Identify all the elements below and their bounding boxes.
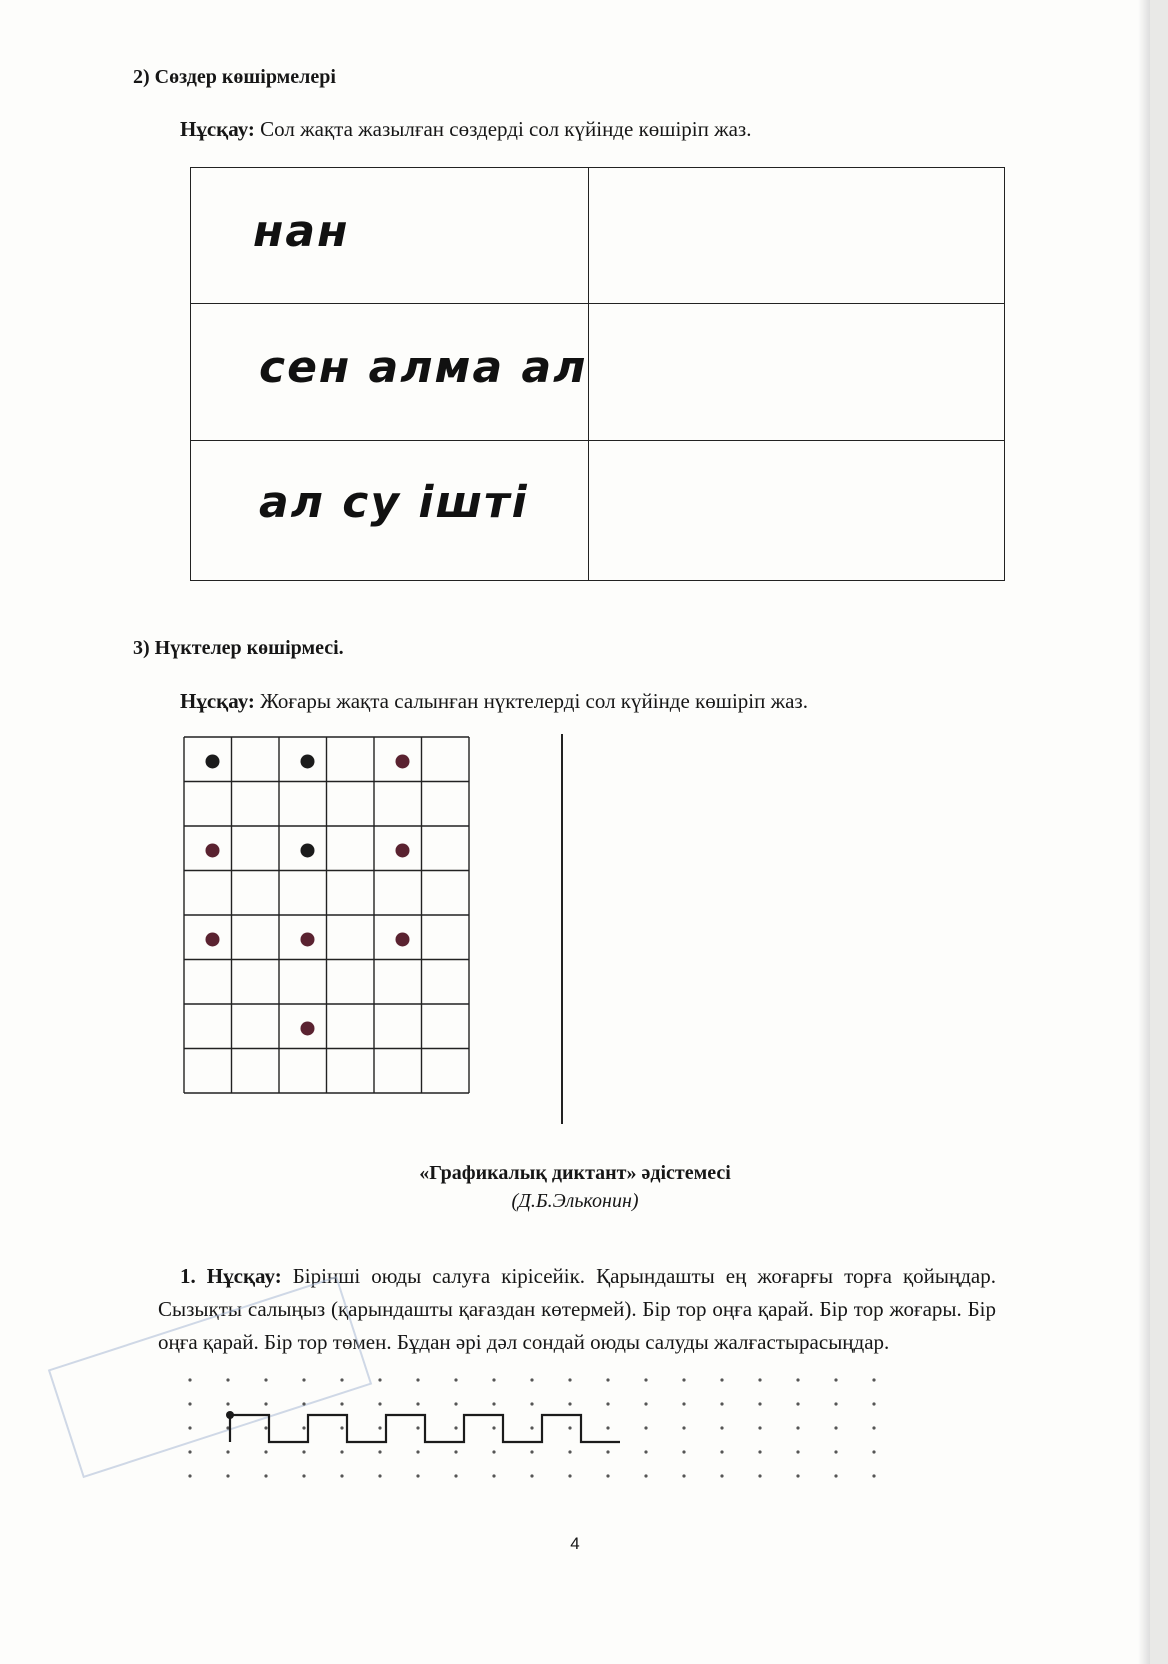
- section-3-heading: 3) Нүктелер көшірмесі.: [133, 637, 344, 659]
- dictation-dot: [302, 1426, 305, 1429]
- dictation-dot: [758, 1450, 761, 1453]
- dictation-dot: [644, 1450, 647, 1453]
- grid-dot: [301, 932, 315, 946]
- grid-dot: [206, 754, 220, 768]
- dictation-dot: [644, 1402, 647, 1405]
- copy-word-3: ал су ішті: [259, 477, 529, 528]
- dictation-dot: [568, 1426, 571, 1429]
- dictation-dot: [796, 1402, 799, 1405]
- dictation-dot: [606, 1402, 609, 1405]
- grid-dot: [206, 843, 220, 857]
- dictation-dot: [682, 1474, 685, 1477]
- dot-grid: [182, 735, 472, 1100]
- dictation-dot: [226, 1474, 229, 1477]
- dictation-dot: [302, 1378, 305, 1381]
- dictation-dot: [796, 1378, 799, 1381]
- dictation-dot: [492, 1426, 495, 1429]
- dictation-dot: [720, 1450, 723, 1453]
- grid-dot: [301, 1021, 315, 1035]
- instruction-label: Нұсқау:: [180, 117, 255, 141]
- dictation-dot: [226, 1378, 229, 1381]
- dictation-dot: [454, 1402, 457, 1405]
- dictation-dot: [416, 1402, 419, 1405]
- dictation-dot: [758, 1402, 761, 1405]
- dictation-dot: [416, 1450, 419, 1453]
- dictation-dot: [454, 1474, 457, 1477]
- dictation-dot: [682, 1426, 685, 1429]
- dictation-dot: [834, 1450, 837, 1453]
- dictation-dot: [454, 1450, 457, 1453]
- dictation-dot: [264, 1426, 267, 1429]
- dictation-dot: [378, 1426, 381, 1429]
- instruction-text: Сол жақта жазылған сөздерді сол күйінде көшіріп жаз.: [254, 117, 752, 141]
- dictation-dot: [644, 1378, 647, 1381]
- dictation-dot: [378, 1450, 381, 1453]
- dictation-dot: [530, 1426, 533, 1429]
- dictation-dot: [872, 1474, 875, 1477]
- graphic-dictation-pattern: [180, 1370, 920, 1520]
- dictation-dot: [378, 1402, 381, 1405]
- dictation-dot: [796, 1426, 799, 1429]
- grid-dot: [396, 754, 410, 768]
- dictation-dot: [492, 1402, 495, 1405]
- dictation-dot: [568, 1450, 571, 1453]
- section-2-instruction: [180, 117, 751, 142]
- method-title: «Графикалық диктант» әдістемесі: [419, 1162, 731, 1184]
- dictation-dot: [682, 1378, 685, 1381]
- dictation-dot: [834, 1402, 837, 1405]
- page-number: 4: [570, 1534, 580, 1553]
- dictation-dot: [720, 1426, 723, 1429]
- dictation-dot: [264, 1378, 267, 1381]
- dictation-dot: [340, 1426, 343, 1429]
- word-cell-2: [191, 304, 589, 441]
- section-3-instruction: [180, 689, 808, 714]
- dictation-dot: [340, 1474, 343, 1477]
- method-author: (Д.Б.Эльконин): [511, 1190, 639, 1212]
- dictation-dot: [758, 1474, 761, 1477]
- dictation-dot: [872, 1402, 875, 1405]
- dictation-dot: [834, 1474, 837, 1477]
- instruction-label: Нұсқау:: [180, 689, 255, 713]
- grid-dot: [301, 754, 315, 768]
- dictation-dot: [720, 1378, 723, 1381]
- dictation-dot: [606, 1474, 609, 1477]
- vertical-divider-line: [561, 734, 563, 1124]
- start-dot: [226, 1411, 234, 1419]
- instruction-text: Бірінші оюды салуға кірісейік. Қарындашты ең жоғарғы торға қойыңдар. Сызықты салыңыз (қарындашты қағаздан көтермей). Бір тор оңға қарай. Бір тор жоғары. Бір оңға қарай. Бір тор төмен. Бұдан әрі дәл сондай оюды салуды жалғастырасыңдар.: [158, 1264, 996, 1354]
- dictation-dot: [492, 1474, 495, 1477]
- dictation-dot: [264, 1402, 267, 1405]
- word-copy-table: [190, 167, 1005, 581]
- dictation-dot: [492, 1378, 495, 1381]
- dictation-dot: [758, 1378, 761, 1381]
- answer-cell-3[interactable]: [589, 441, 1005, 581]
- answer-cell-1[interactable]: [589, 168, 1005, 304]
- dictation-dot: [834, 1426, 837, 1429]
- dictation-dot: [720, 1474, 723, 1477]
- dictation-dot: [416, 1378, 419, 1381]
- dictation-dot: [872, 1450, 875, 1453]
- dictation-dot: [758, 1426, 761, 1429]
- dictation-dot: [644, 1426, 647, 1429]
- dictation-dot: [188, 1474, 191, 1477]
- dictation-dot: [606, 1378, 609, 1381]
- dictation-dot: [530, 1378, 533, 1381]
- dictation-dot: [454, 1378, 457, 1381]
- word-cell-3: [191, 441, 589, 581]
- dictation-dot: [682, 1450, 685, 1453]
- grid-dot: [301, 843, 315, 857]
- dictation-dot: [606, 1426, 609, 1429]
- dictation-dot: [226, 1450, 229, 1453]
- copy-word-2: сен алма ал: [259, 342, 588, 393]
- dictation-dot: [568, 1474, 571, 1477]
- dictation-dot: [530, 1474, 533, 1477]
- dictation-dot: [416, 1426, 419, 1429]
- dictation-dot: [492, 1450, 495, 1453]
- section-2-heading: 2) Сөздер көшірмелері: [133, 66, 336, 88]
- dictation-dot: [378, 1378, 381, 1381]
- dictation-dot: [302, 1402, 305, 1405]
- instruction-label: 1. Нұсқау:: [180, 1264, 282, 1288]
- dictation-dot: [796, 1450, 799, 1453]
- dictation-dot: [378, 1474, 381, 1477]
- dictation-dot: [302, 1474, 305, 1477]
- word-cell-1: [191, 168, 589, 304]
- meander-line: [230, 1415, 620, 1442]
- dictation-dot: [188, 1450, 191, 1453]
- dictation-dot: [796, 1474, 799, 1477]
- dictation-dot: [606, 1450, 609, 1453]
- dictation-dot: [644, 1474, 647, 1477]
- dictation-dot: [340, 1450, 343, 1453]
- dictation-dot: [530, 1450, 533, 1453]
- dictation-dot: [682, 1402, 685, 1405]
- dictation-dot: [872, 1426, 875, 1429]
- dictation-dot: [340, 1378, 343, 1381]
- dictation-dot: [188, 1402, 191, 1405]
- dictation-dot: [568, 1378, 571, 1381]
- grid-dot: [396, 932, 410, 946]
- answer-cell-2[interactable]: [589, 304, 1005, 441]
- dictation-dot: [188, 1426, 191, 1429]
- dictation-dot: [834, 1378, 837, 1381]
- dictation-dot: [416, 1474, 419, 1477]
- dictation-dot: [454, 1426, 457, 1429]
- dictation-dot: [302, 1450, 305, 1453]
- dictation-dot: [530, 1402, 533, 1405]
- dictation-dot: [568, 1402, 571, 1405]
- dictation-dot: [340, 1402, 343, 1405]
- dictation-dot: [226, 1402, 229, 1405]
- dictation-dot: [872, 1378, 875, 1381]
- copy-word-1: нан: [253, 206, 350, 257]
- dictation-dot: [720, 1402, 723, 1405]
- dictation-dot: [264, 1474, 267, 1477]
- grid-dot: [396, 843, 410, 857]
- grid-dot: [206, 932, 220, 946]
- dictation-dot: [264, 1450, 267, 1453]
- dictation-dot: [188, 1378, 191, 1381]
- instruction-text: Жоғары жақта салынған нүктелерді сол күйінде көшіріп жаз.: [254, 689, 808, 713]
